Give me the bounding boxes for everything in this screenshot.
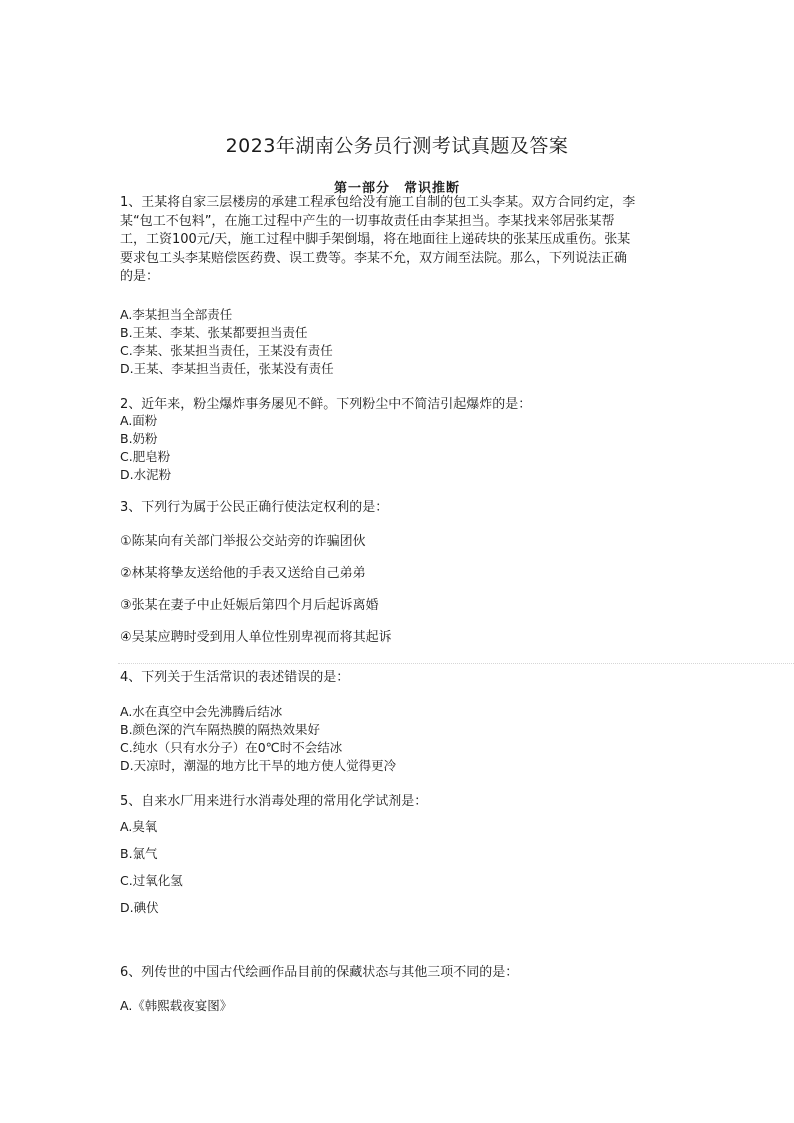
q4-option-c: C.纯水（只有水分子）在0℃时不会结冰 <box>120 740 343 755</box>
q6-stem: 6、列传世的中国古代绘画作品目前的保藏状态与其他三项不同的是： <box>120 965 519 980</box>
q2-stem: 2、近年来，粉尘爆炸事务屡见不鲜。下列粉尘中不简洁引起爆炸的是： <box>120 397 532 412</box>
q3-item-2: ②林某将挚友送给他的手表又送给自己弟弟 <box>120 566 366 581</box>
q1-line-4: 要求包工头李某赔偿医药费、误工费等。李某不允，双方闹至法院。那么，下列说法正确 <box>120 250 628 266</box>
q4-stem: 4、下列关于生活常识的表述错误的是： <box>120 670 350 685</box>
q5-option-c: C.过氧化氢 <box>120 873 183 888</box>
q1-option-d: D.王某、李某担当责任，张某没有责任 <box>120 361 334 376</box>
q3-item-3: ③张某在妻子中止妊娠后第四个月后起诉离婚 <box>120 598 379 613</box>
q5-option-b: B.氯气 <box>120 846 158 861</box>
q1-line-5: 的是： <box>120 269 160 284</box>
q4-option-d: D.天凉时，潮湿的地方比干旱的地方使人觉得更冷 <box>120 758 397 773</box>
q3-item-1: ①陈某向有关部门举报公交站旁的诈骗团伙 <box>120 534 366 549</box>
q2-option-d: D.水泥粉 <box>120 467 172 482</box>
q2-option-a: A.面粉 <box>120 413 158 428</box>
q3-stem: 3、下列行为属于公民正确行使法定权利的是： <box>120 500 389 515</box>
q2-option-b: B.奶粉 <box>120 431 158 446</box>
q5-option-a: A.臭氧 <box>120 819 158 834</box>
q1-option-c: C.李某、张某担当责任，王某没有责任 <box>120 343 333 358</box>
q2-option-c: C.肥皂粉 <box>120 449 171 464</box>
divider-line <box>118 663 794 664</box>
q4-option-a: A.水在真空中会先沸腾后结冰 <box>120 704 283 719</box>
q4-option-b: B.颜色深的汽车隔热膜的隔热效果好 <box>120 722 321 737</box>
document-title: 2023年湖南公务员行测考试真题及答案 <box>225 135 569 157</box>
q1-option-a: A.李某担当全部责任 <box>120 307 233 322</box>
section-heading: 第一部分 常识推断 <box>333 181 460 196</box>
q5-option-d: D.碘伏 <box>120 900 159 915</box>
q3-item-4: ④吴某应聘时受到用人单位性别卑视而将其起诉 <box>120 630 392 645</box>
q1-option-b: B.王某、李某、张某都要担当责任 <box>120 325 308 340</box>
q1-line-3: 工，工资100元/天，施工过程中脚手架倒塌，将在地面往上递砖块的张某压成重伤。张某 <box>120 232 631 247</box>
q6-option-a: A.《韩熙载夜宴图》 <box>120 998 233 1013</box>
q5-stem: 5、自来水厂用来进行水消毒处理的常用化学试剂是： <box>120 794 428 809</box>
q1-line-2: 某“包工不包料”，在施工过程中产生的一切事故责任由李某担当。李某找来邻居张某帮 <box>120 213 615 229</box>
q1-line-1: 1、王某将自家三层楼房的承建工程承包给没有施工自制的包工头李某。双方合同约定，李 <box>120 195 636 210</box>
